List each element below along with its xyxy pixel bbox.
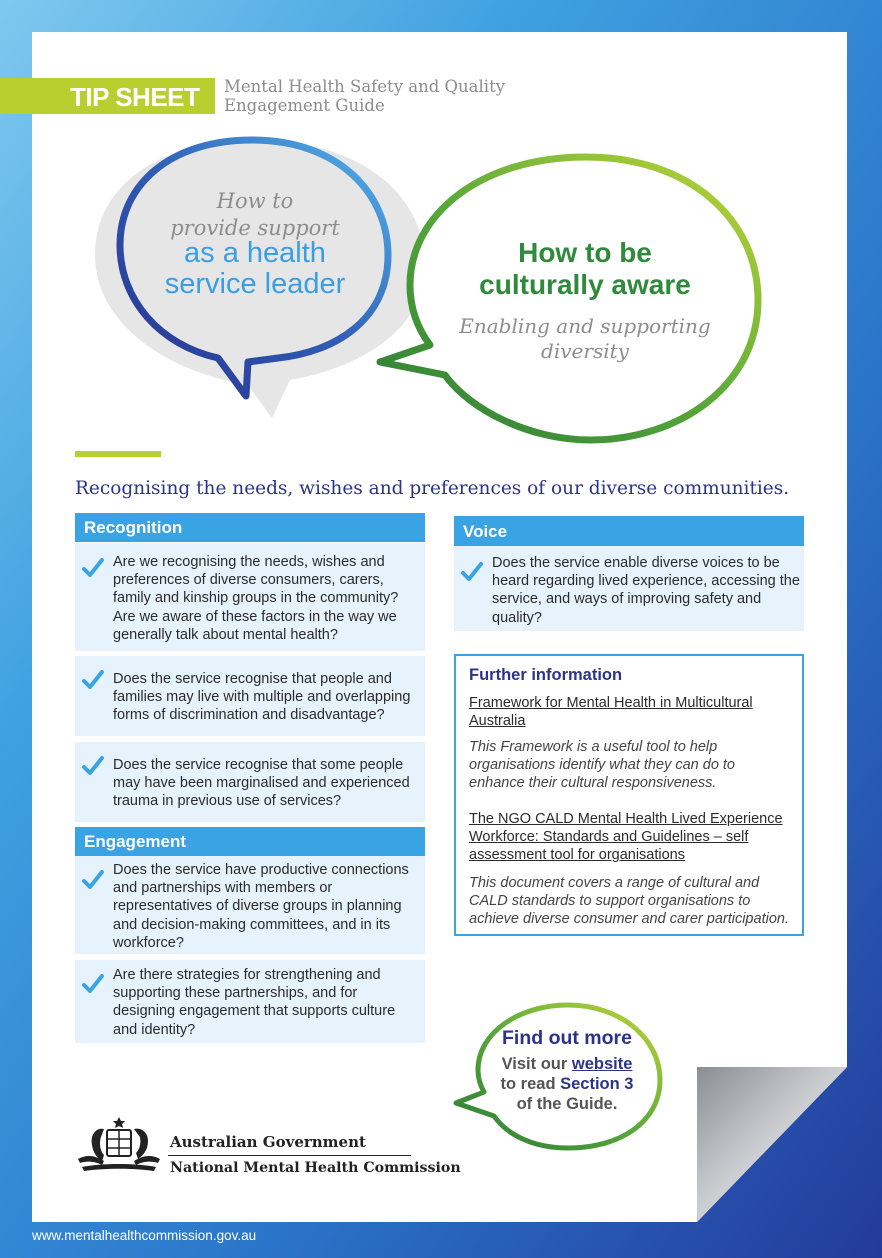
- footer-url[interactable]: www.mentalhealthcommission.gov.au: [32, 1228, 257, 1243]
- voice-header: Voice: [454, 516, 804, 546]
- recognition-item-1: [75, 543, 425, 651]
- checkmark-icon: [81, 556, 105, 580]
- checkmark-icon: [81, 868, 105, 892]
- section-divider: [75, 451, 161, 457]
- framework-description: This Framework is a useful tool to help organisations identify what they can do to enhance their cultural responsiveness.: [469, 739, 735, 792]
- right-bubble-title-line2: culturally aware: [479, 269, 691, 300]
- recognition-item-2: [75, 656, 425, 736]
- section-heading: Recognising the needs, wishes and preferences of our diverse communities.: [75, 478, 790, 499]
- to-read-text: to read: [500, 1075, 556, 1093]
- left-bubble-italic-text: [135, 188, 375, 242]
- left-bubble-emphasis-text: [135, 238, 375, 300]
- checkmark-icon: [81, 972, 105, 996]
- find-out-more-title: Find out more: [502, 1027, 632, 1049]
- visit-text: Visit our: [501, 1055, 568, 1073]
- recognition-item-text: Does the service recognise that people and families may live with multiple and overlapping forms of discrimination and disadvantage?: [113, 671, 411, 724]
- ngo-cald-description: This document covers a range of cultural and CALD standards to support organisations to achieve diverse consumer and carer participation.: [469, 875, 789, 928]
- australian-government-label: Australian Government: [170, 1133, 366, 1151]
- further-information-title: Further information: [469, 666, 623, 684]
- engagement-item-text: Are there strategies for strengthening and supporting these partnerships, and for designing engagement that supports culture and identity?: [113, 967, 396, 1038]
- government-divider: [168, 1155, 411, 1156]
- website-link[interactable]: website: [571, 1055, 633, 1073]
- right-bubble-title: [440, 237, 730, 301]
- left-bubble-line2: provide support: [170, 216, 340, 240]
- guide-title-line2: Engagement Guide: [224, 96, 385, 115]
- framework-link[interactable]: Framework for Mental Health in Multicultural Australia: [469, 695, 753, 730]
- further-information-box: [454, 654, 804, 936]
- right-bubble-sub-line2: diversity: [541, 339, 629, 363]
- voice-item-1: [454, 546, 804, 631]
- find-out-more-content: [467, 1027, 667, 1114]
- engagement-header: Engagement: [75, 827, 425, 856]
- coat-of-arms-logo: [74, 1115, 164, 1177]
- right-bubble-title-line1: How to be: [518, 237, 652, 268]
- engagement-item-text: Does the service have productive connections and partnerships with members or representatives of diverse groups in planning and decision-making committees, and in its workforce?: [113, 862, 409, 951]
- recognition-item-text: Are we recognising the needs, wishes and preferences of diverse consumers, carers, family and kinship groups in the community? Are we aware of these factors in the way we generally talk about mental health?: [113, 554, 399, 643]
- engagement-item-1: [75, 856, 425, 954]
- commission-name-label: National Mental Health Commission: [170, 1160, 461, 1176]
- ngo-cald-link[interactable]: The NGO CALD Mental Health Lived Experience Workforce: Standards and Guidelines – self assessment tool for organisations: [469, 811, 783, 864]
- of-guide-text: of the Guide.: [516, 1095, 618, 1113]
- guide-title-line1: Mental Health Safety and Quality: [224, 77, 506, 96]
- right-bubble-subtitle: [440, 314, 730, 364]
- recognition-item-text: Does the service recognise that some people may have been marginalised and experienced trauma in previous use of services?: [113, 757, 410, 810]
- page-curl: [697, 1067, 847, 1222]
- checkmark-icon: [81, 754, 105, 778]
- recognition-item-3: [75, 742, 425, 822]
- engagement-item-2: [75, 960, 425, 1043]
- right-bubble-sub-line1: Enabling and supporting: [459, 314, 711, 338]
- checkmark-icon: [81, 668, 105, 692]
- tip-sheet-label: TIP SHEET: [70, 82, 200, 112]
- voice-item-text: Does the service enable diverse voices to be heard regarding lived experience, accessing the service, and ways of improving safety and quality?: [492, 555, 800, 626]
- left-bubble-line4: service leader: [164, 268, 346, 300]
- checkmark-icon: [460, 560, 484, 584]
- speech-bubbles-graphic: [0, 0, 882, 460]
- section-reference: Section 3: [560, 1075, 634, 1093]
- left-bubble-line1: How to: [216, 189, 294, 213]
- recognition-header: Recognition: [75, 513, 425, 542]
- find-out-more-body: [467, 1054, 667, 1114]
- left-bubble-line3: as a health: [184, 237, 326, 269]
